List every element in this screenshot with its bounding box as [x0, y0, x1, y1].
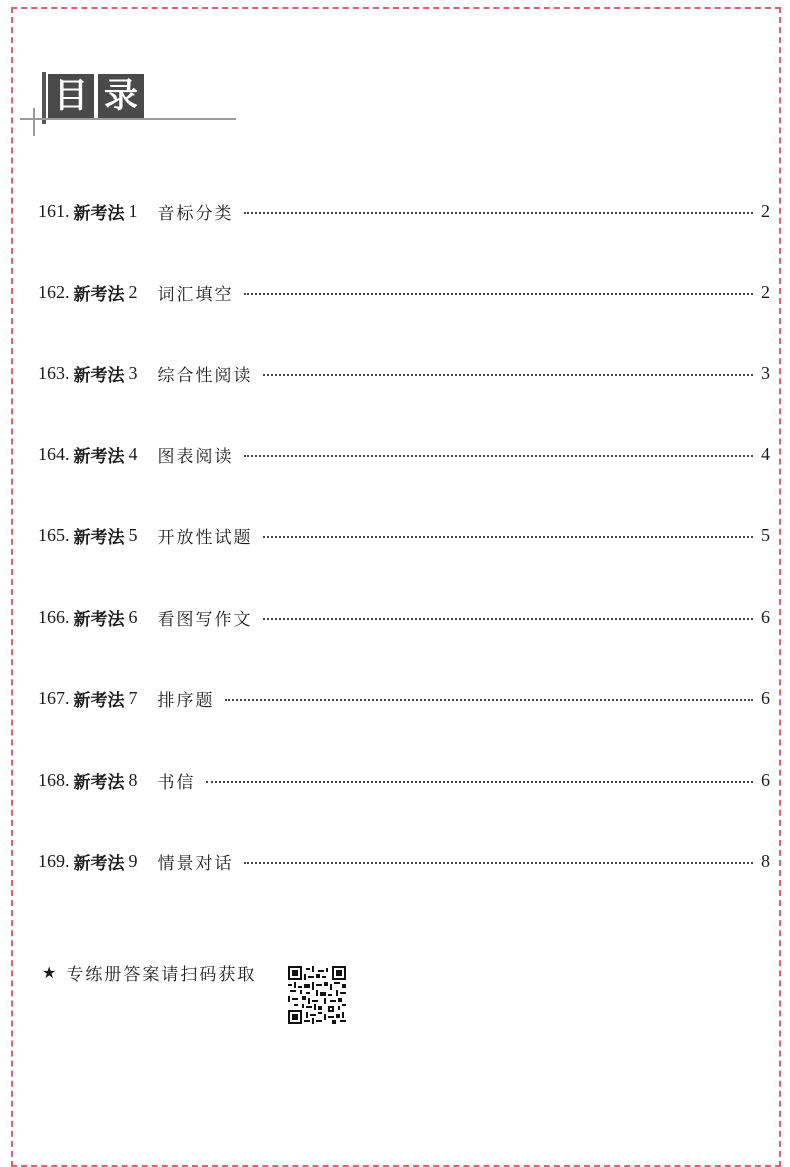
entry-topic: 综合性阅读	[157, 365, 253, 386]
answer-note-text: 专练册答案请扫码获取	[66, 965, 257, 985]
toc-entry[interactable]	[38, 358, 770, 388]
entry-label: 新考法	[73, 690, 125, 711]
entry-index: 169.	[38, 850, 70, 871]
page-border	[11, 7, 781, 1167]
entry-index: 167.	[38, 687, 70, 708]
answer-note	[42, 960, 256, 985]
leader-dots	[244, 212, 754, 214]
entry-label-number: 7	[128, 687, 138, 708]
title-underline	[20, 118, 236, 120]
entry-label-number: 6	[128, 606, 138, 627]
entry-index: 166.	[38, 606, 70, 627]
toc-entry[interactable]	[38, 846, 770, 876]
toc-entry[interactable]	[38, 277, 770, 307]
title-tick	[33, 108, 35, 136]
entry-topic: 图表阅读	[157, 446, 234, 467]
leader-dots	[244, 455, 754, 457]
toc-entry[interactable]	[38, 683, 770, 713]
title-accent-bar	[42, 72, 46, 124]
entry-index: 164.	[38, 443, 70, 464]
entry-topic: 开放性试题	[157, 527, 253, 548]
entry-label: 新考法	[73, 609, 125, 630]
entry-topic: 词汇填空	[157, 284, 234, 305]
title-char-box	[98, 74, 144, 118]
leader-dots	[244, 293, 754, 295]
entry-label-number: 3	[128, 362, 138, 383]
entry-page-number: 8	[761, 850, 770, 871]
entry-topic: 看图写作文	[157, 609, 253, 630]
entry-page-number: 5	[761, 524, 770, 545]
star-icon: ★	[42, 963, 57, 982]
entry-label: 新考法	[73, 365, 125, 386]
entry-index: 165.	[38, 524, 70, 545]
entry-index: 161.	[38, 200, 70, 221]
leader-dots	[244, 862, 754, 864]
title-char-1: 目	[54, 76, 88, 116]
entry-label: 新考法	[73, 772, 125, 793]
entry-label: 新考法	[73, 446, 125, 467]
entry-page-number: 3	[761, 362, 770, 383]
entry-label: 新考法	[73, 284, 125, 305]
entry-page-number: 2	[761, 281, 770, 302]
title-char-box	[48, 74, 94, 118]
entry-page-number: 6	[761, 687, 770, 708]
entry-page-number: 4	[761, 443, 770, 464]
toc-entry[interactable]	[38, 520, 770, 550]
entry-page-number: 6	[761, 606, 770, 627]
entry-label-number: 9	[128, 850, 138, 871]
entry-page-number: 6	[761, 769, 770, 790]
entry-topic: 情景对话	[157, 853, 234, 874]
entry-label: 新考法	[73, 527, 125, 548]
entry-topic: 排序题	[157, 690, 215, 711]
qr-code-icon[interactable]	[288, 966, 346, 1024]
entry-label-number: 1	[128, 200, 138, 221]
entry-label-number: 4	[128, 443, 138, 464]
leader-dots	[263, 374, 754, 376]
entry-topic: 音标分类	[157, 203, 234, 224]
toc-entry[interactable]	[38, 602, 770, 632]
entry-index: 163.	[38, 362, 70, 383]
entry-label-number: 2	[128, 281, 138, 302]
leader-dots	[263, 618, 754, 620]
entry-label: 新考法	[73, 853, 125, 874]
leader-dots	[206, 781, 754, 783]
leader-dots	[225, 699, 754, 701]
toc-entry[interactable]	[38, 765, 770, 795]
entry-index: 162.	[38, 281, 70, 302]
entry-label-number: 5	[128, 524, 138, 545]
entry-index: 168.	[38, 769, 70, 790]
entry-label-number: 8	[128, 769, 138, 790]
entry-page-number: 2	[761, 200, 770, 221]
entry-topic: 书信	[157, 772, 196, 793]
leader-dots	[263, 536, 754, 538]
entry-label: 新考法	[73, 203, 125, 224]
title-char-2: 录	[104, 76, 138, 116]
toc-entry[interactable]	[38, 196, 770, 226]
toc-entry[interactable]	[38, 439, 770, 469]
